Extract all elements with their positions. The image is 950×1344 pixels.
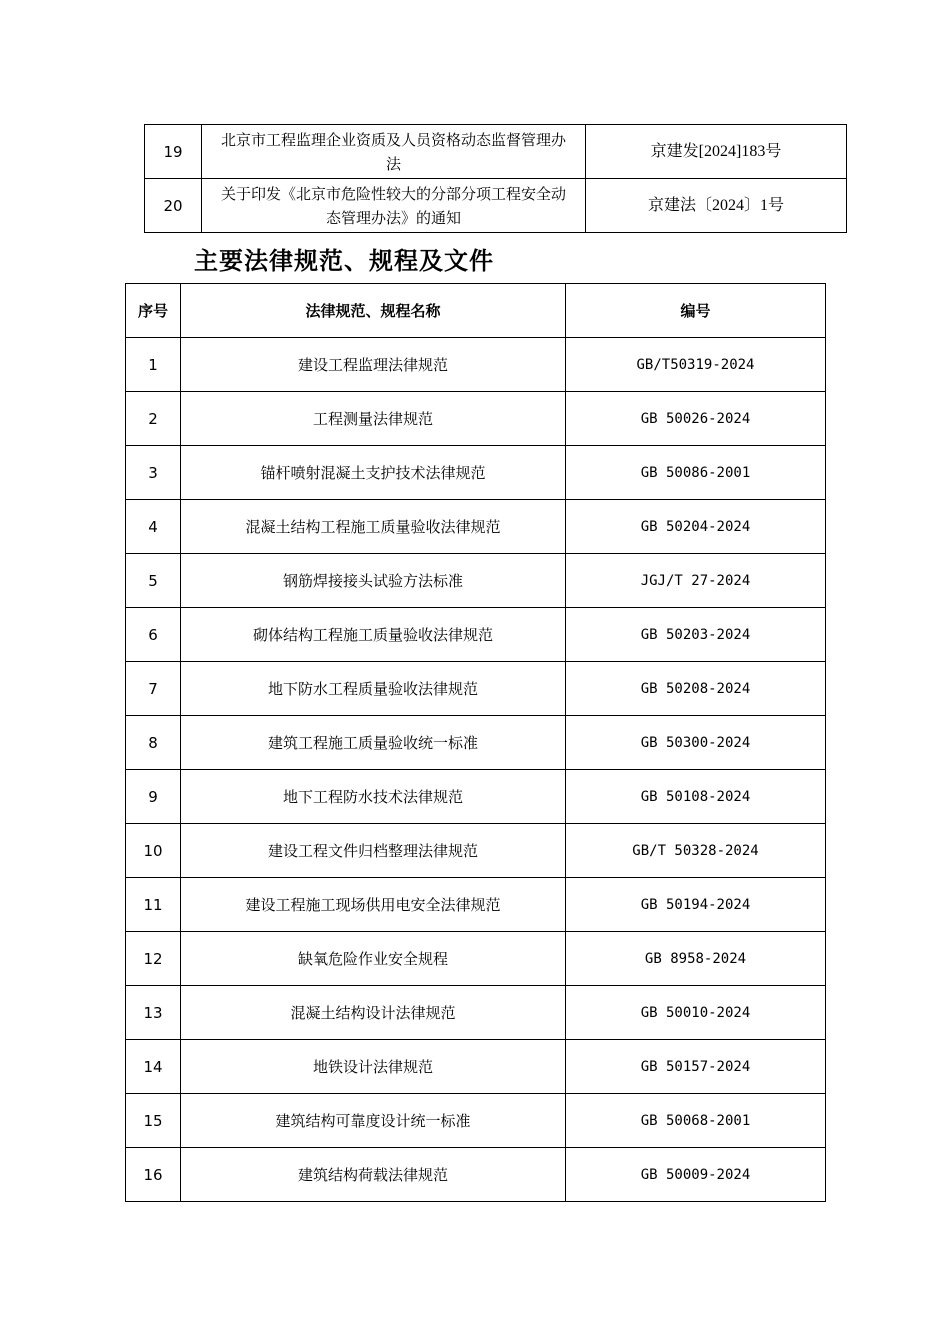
table-row xyxy=(126,824,826,878)
table-row xyxy=(126,716,826,770)
regulation-name: 建筑结构荷载法律规范 xyxy=(181,1148,566,1202)
regulation-name: 地铁设计法律规范 xyxy=(181,1040,566,1094)
regulation-name: 地下防水工程质量验收法律规范 xyxy=(181,662,566,716)
regulation-name: 关于印发《北京市危险性较大的分部分项工程安全动态管理办法》的通知 xyxy=(202,179,586,233)
row-number: 4 xyxy=(126,500,181,554)
regulation-code: GB 50300-2024 xyxy=(566,716,826,770)
row-number: 7 xyxy=(126,662,181,716)
header-no: 序号 xyxy=(126,284,181,338)
table-row xyxy=(126,338,826,392)
row-number: 10 xyxy=(126,824,181,878)
regulation-name: 砌体结构工程施工质量验收法律规范 xyxy=(181,608,566,662)
row-number: 19 xyxy=(145,125,202,179)
table-row xyxy=(126,1094,826,1148)
regulation-name: 钢筋焊接接头试验方法标准 xyxy=(181,554,566,608)
regulation-code: GB 50086-2001 xyxy=(566,446,826,500)
section-title: 主要法律规范、规程及文件 xyxy=(194,247,494,275)
regulation-code: GB 50203-2024 xyxy=(566,608,826,662)
regulation-code: GB 50208-2024 xyxy=(566,662,826,716)
row-number: 6 xyxy=(126,608,181,662)
table-row xyxy=(145,125,847,179)
table-row xyxy=(126,770,826,824)
regulation-name: 混凝土结构工程施工质量验收法律规范 xyxy=(181,500,566,554)
regulation-name: 建筑工程施工质量验收统一标准 xyxy=(181,716,566,770)
row-number: 12 xyxy=(126,932,181,986)
row-number: 2 xyxy=(126,392,181,446)
regulation-code: GB/T 50328-2024 xyxy=(566,824,826,878)
regulation-code: 京建法〔2024〕1号 xyxy=(586,179,847,233)
table-row xyxy=(145,179,847,233)
row-number: 3 xyxy=(126,446,181,500)
table-row xyxy=(126,500,826,554)
regulation-code: JGJ/T 27-2024 xyxy=(566,554,826,608)
continued-regulations-table xyxy=(144,124,847,233)
regulation-code: GB 50010-2024 xyxy=(566,986,826,1040)
row-number: 1 xyxy=(126,338,181,392)
table-row xyxy=(126,446,826,500)
regulation-name: 建设工程文件归档整理法律规范 xyxy=(181,824,566,878)
row-number: 16 xyxy=(126,1148,181,1202)
regulation-code: GB 50026-2024 xyxy=(566,392,826,446)
table-row xyxy=(126,608,826,662)
continued-regulations-body xyxy=(145,125,847,233)
table-row xyxy=(126,1040,826,1094)
row-number: 20 xyxy=(145,179,202,233)
row-number: 15 xyxy=(126,1094,181,1148)
regulation-name: 工程测量法律规范 xyxy=(181,392,566,446)
main-regulations-table xyxy=(125,283,826,1202)
regulation-name: 北京市工程监理企业资质及人员资格动态监督管理办法 xyxy=(202,125,586,179)
regulation-code: GB 8958-2024 xyxy=(566,932,826,986)
regulation-code: GB 50194-2024 xyxy=(566,878,826,932)
header-code: 编号 xyxy=(566,284,826,338)
regulation-code: 京建发[2024]183号 xyxy=(586,125,847,179)
row-number: 9 xyxy=(126,770,181,824)
table-row xyxy=(126,554,826,608)
regulation-code: GB 50009-2024 xyxy=(566,1148,826,1202)
row-number: 11 xyxy=(126,878,181,932)
regulation-code: GB 50108-2024 xyxy=(566,770,826,824)
table-row xyxy=(126,1148,826,1202)
regulation-code: GB 50204-2024 xyxy=(566,500,826,554)
regulation-code: GB 50068-2001 xyxy=(566,1094,826,1148)
table-row xyxy=(126,932,826,986)
table-row xyxy=(126,392,826,446)
regulation-name: 锚杆喷射混凝土支护技术法律规范 xyxy=(181,446,566,500)
table-header-row xyxy=(126,284,826,338)
regulation-name: 建设工程施工现场供用电安全法律规范 xyxy=(181,878,566,932)
header-name: 法律规范、规程名称 xyxy=(181,284,566,338)
regulation-code: GB 50157-2024 xyxy=(566,1040,826,1094)
regulation-name: 建设工程监理法律规范 xyxy=(181,338,566,392)
main-regulations-body xyxy=(126,338,826,1202)
row-number: 5 xyxy=(126,554,181,608)
row-number: 14 xyxy=(126,1040,181,1094)
table-row xyxy=(126,662,826,716)
table-row xyxy=(126,878,826,932)
table-row xyxy=(126,986,826,1040)
regulation-name: 地下工程防水技术法律规范 xyxy=(181,770,566,824)
regulation-code: GB/T50319-2024 xyxy=(566,338,826,392)
row-number: 13 xyxy=(126,986,181,1040)
regulation-name: 缺氧危险作业安全规程 xyxy=(181,932,566,986)
regulation-name: 建筑结构可靠度设计统一标准 xyxy=(181,1094,566,1148)
row-number: 8 xyxy=(126,716,181,770)
regulation-name: 混凝土结构设计法律规范 xyxy=(181,986,566,1040)
